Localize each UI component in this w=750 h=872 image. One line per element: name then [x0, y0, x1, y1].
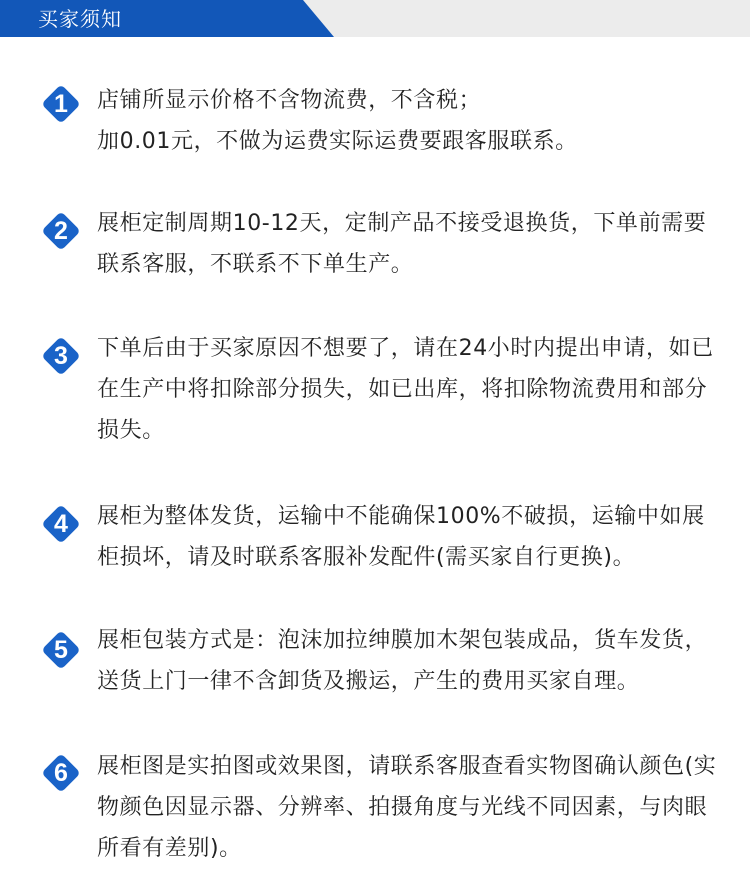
number-badge-3: [38, 333, 84, 379]
notice-text-6: 展柜图是实拍图或效果图，请联系客服查看实物图确认颜色(实物颜色因显示器、分辨率、拍摄角度与光线不同因素，与肉眼所看有差别)。: [97, 754, 717, 861]
number-badge-5: [38, 627, 84, 673]
header-banner: [0, 0, 750, 38]
badge-number: 2: [54, 217, 68, 245]
badge-number: 6: [54, 759, 68, 787]
badge-number: 5: [54, 636, 68, 664]
notice-text-4: 展柜为整体发货，运输中不能确保100%不破损，运输中如展柜损坏，请及时联系客服补发配件(需买家自行更换)。: [97, 504, 705, 570]
notice-text-2: 展柜定制周期10-12天，定制产品不接受退换货，下单前需要联系客服，不联系不下单生产。: [97, 211, 707, 277]
number-badge-6: [38, 750, 84, 796]
number-badge-1: [38, 81, 84, 127]
notice-text-line: 店铺所显示价格不含物流费，不含税；: [97, 88, 482, 113]
badge-number: 1: [54, 90, 68, 118]
number-badge-4: [38, 501, 84, 547]
notice-text-5: 展柜包装方式是：泡沫加拉绅膜加木架包装成品，货车发货，送货上门一律不含卸货及搬运，产生的费用买家自理。: [97, 628, 708, 694]
notice-text-line: 加0.01元，不做为运费实际运费要跟客服联系。: [97, 129, 578, 154]
notice-text-3: 下单后由于买家原因不想要了，请在24小时内提出申请，如已在生产中将扣除部分损失，如已出库，将扣除物流费用和部分损失。: [97, 336, 714, 443]
notice-text-1: [97, 80, 722, 162]
badge-number: 3: [54, 342, 68, 370]
badge-number: 4: [54, 510, 68, 538]
header-title: 买家须知: [38, 7, 122, 31]
number-badge-2: [38, 208, 84, 254]
